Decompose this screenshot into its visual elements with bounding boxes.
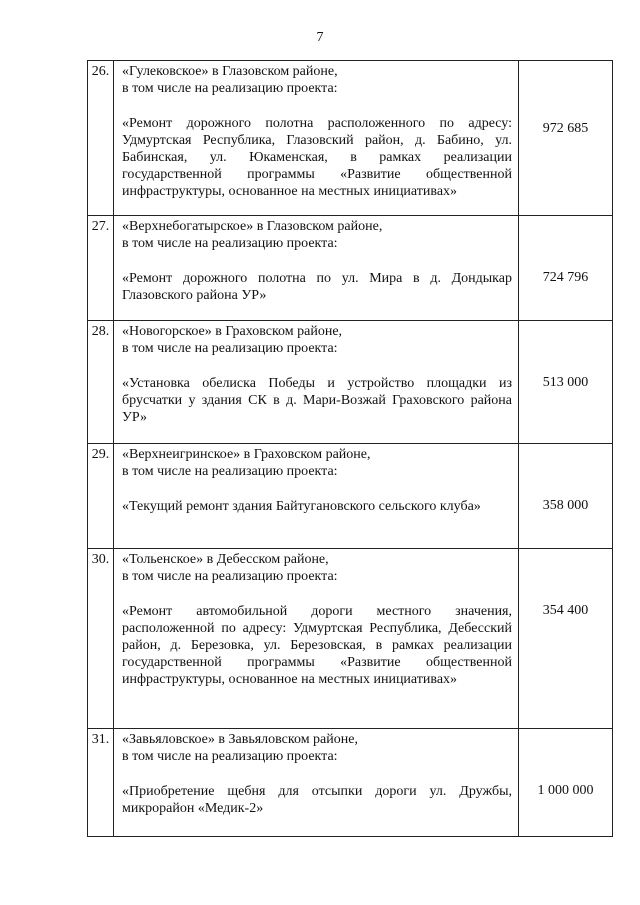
amount-value: 972 685	[542, 121, 589, 136]
amount-cell	[519, 729, 613, 837]
table-row	[88, 549, 613, 729]
row-number: 28.	[88, 321, 114, 444]
row-description	[114, 321, 519, 444]
amount-cell	[519, 61, 613, 216]
amount-value: 724 796	[542, 270, 589, 285]
amount-value: 1 000 000	[537, 783, 594, 798]
district-name: «Верхнебогатырское» в Глазовском районе,	[122, 219, 383, 234]
row-number: 29.	[88, 444, 114, 549]
project-intro: в том числе на реализацию проекта:	[122, 81, 338, 96]
amount-cell	[519, 444, 613, 549]
row-description	[114, 216, 519, 321]
amount-cell	[519, 216, 613, 321]
project-intro: в том числе на реализацию проекта:	[122, 464, 338, 479]
project-description: «Приобретение щебня для отсыпки дороги ул. Дружбы, микрорайон «Медик-2»	[122, 784, 512, 816]
amount-cell	[519, 549, 613, 729]
district-name: «Тольенское» в Дебесском районе,	[122, 552, 329, 567]
project-description: «Текущий ремонт здания Байтугановского сельского клуба»	[122, 499, 481, 514]
table-row	[88, 321, 613, 444]
table-row	[88, 729, 613, 837]
row-number: 27.	[88, 216, 114, 321]
amount-value: 354 400	[542, 603, 589, 618]
project-intro: в том числе на реализацию проекта:	[122, 236, 338, 251]
district-name: «Новогорское» в Граховском районе,	[122, 324, 343, 339]
page-number: 7	[316, 30, 324, 45]
district-name: «Гулековское» в Глазовском районе,	[122, 64, 338, 79]
district-name: «Верхнеигринское» в Граховском районе,	[122, 447, 371, 462]
amount-cell	[519, 321, 613, 444]
project-description: «Ремонт дорожного полотна по ул. Мира в д. Дондыкар Глазовского района УР»	[122, 271, 512, 303]
row-description	[114, 729, 519, 837]
row-number: 30.	[88, 549, 114, 729]
project-intro: в том числе на реализацию проекта:	[122, 749, 338, 764]
project-description: «Ремонт дорожного полотна расположенного по адресу: Удмуртская Республика, Глазовский район, д. Бабино, ул. Бабинская, ул. Юкаменская, в рамках реализации государственной программы «Развитие общественной инфраструктуры, основанное на местных инициативах»	[122, 116, 512, 199]
row-number: 31.	[88, 729, 114, 837]
amount-value: 358 000	[542, 498, 589, 513]
project-intro: в том числе на реализацию проекта:	[122, 569, 338, 584]
row-number: 26.	[88, 61, 114, 216]
project-description: «Установка обелиска Победы и устройство площадки из брусчатки у здания СК в д. Мари-Возжай Граховского района УР»	[122, 376, 512, 425]
row-description	[114, 549, 519, 729]
row-description	[114, 61, 519, 216]
table-row	[88, 444, 613, 549]
table-row	[88, 61, 613, 216]
allocation-table	[87, 60, 613, 837]
project-description: «Ремонт автомобильной дороги местного значения, расположенной по адресу: Удмуртская Республика, Дебесский район, д. Березовка, ул. Березовская, в рамках реализации государственной программы «Развитие общественной инфраструктуры, основанное на местных инициативах»	[122, 604, 512, 687]
district-name: «Завьяловское» в Завьяловском районе,	[122, 732, 358, 747]
table-row	[88, 216, 613, 321]
amount-value: 513 000	[542, 375, 589, 390]
project-intro: в том числе на реализацию проекта:	[122, 341, 338, 356]
row-description	[114, 444, 519, 549]
